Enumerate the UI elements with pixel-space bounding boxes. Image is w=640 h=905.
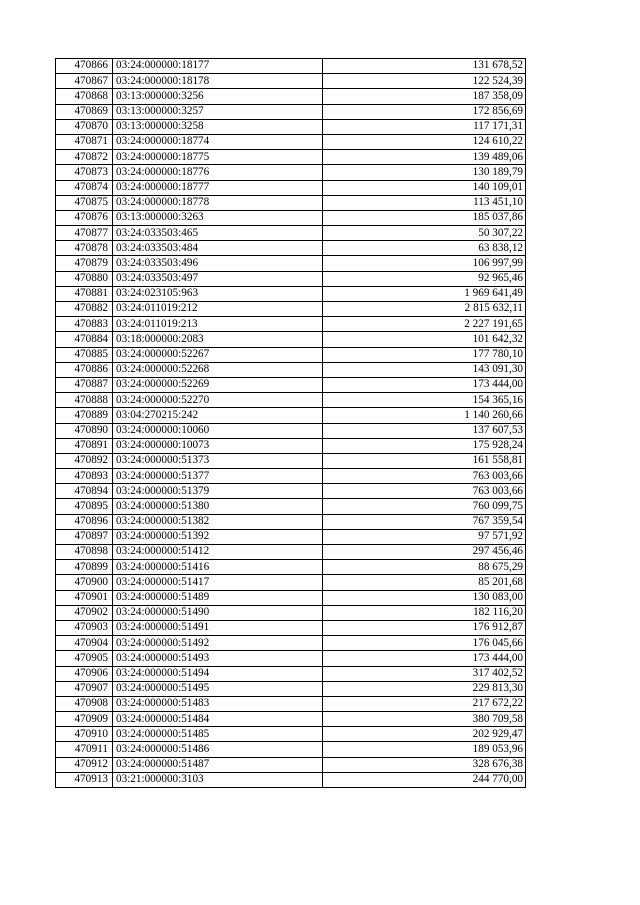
cadastral-number-cell: 03:24:000000:10060 [113,423,323,438]
cadastral-value-cell: 2 227 191,65 [323,317,526,332]
cadastral-value-cell: 202 929,47 [323,727,526,742]
table-row [56,681,526,696]
cadastral-number-cell: 03:24:000000:18777 [113,180,323,195]
cadastral-value-cell: 176 045,66 [323,636,526,651]
cadastral-number-cell: 03:13:000000:3258 [113,119,323,134]
table-row [56,347,526,362]
cadastral-value-cell: 172 856,69 [323,104,526,119]
table-row [56,696,526,711]
cadastral-number-cell: 03:24:000000:10073 [113,438,323,453]
table-row [56,362,526,377]
table-row [56,453,526,468]
row-number-cell: 470910 [56,727,113,742]
cadastral-value-cell: 763 003,66 [323,484,526,499]
cadastral-number-cell: 03:24:000000:51491 [113,620,323,635]
cadastral-number-cell: 03:24:000000:51392 [113,529,323,544]
row-number-cell: 470876 [56,210,113,225]
cadastral-value-cell: 380 709,58 [323,712,526,727]
table-row [56,119,526,134]
cadastral-number-cell: 03:13:000000:3256 [113,89,323,104]
table-row [56,575,526,590]
cadastral-number-cell: 03:24:033503:497 [113,271,323,286]
table-row [56,499,526,514]
cadastral-value-cell: 317 402,52 [323,666,526,681]
cadastral-number-cell: 03:24:000000:51486 [113,742,323,757]
row-number-cell: 470891 [56,438,113,453]
cadastral-number-cell: 03:24:000000:51483 [113,696,323,711]
cadastral-number-cell: 03:24:000000:51485 [113,727,323,742]
row-number-cell: 470884 [56,332,113,347]
cadastral-value-cell: 767 359,54 [323,514,526,529]
cadastral-number-cell: 03:24:000000:18778 [113,195,323,210]
table-row [56,590,526,605]
cadastral-value-cell: 137 607,53 [323,423,526,438]
table-row [56,712,526,727]
row-number-cell: 470901 [56,590,113,605]
cadastral-value-cell: 50 307,22 [323,226,526,241]
row-number-cell: 470868 [56,89,113,104]
cadastral-value-cell: 154 365,16 [323,393,526,408]
cadastral-value-cell: 1 140 260,66 [323,408,526,423]
row-number-cell: 470873 [56,165,113,180]
cadastral-value-cell: 92 965,46 [323,271,526,286]
cadastral-value-cell: 113 451,10 [323,195,526,210]
table-row [56,469,526,484]
table-row [56,636,526,651]
cadastral-value-cell: 101 642,32 [323,332,526,347]
row-number-cell: 470904 [56,636,113,651]
row-number-cell: 470895 [56,499,113,514]
cadastral-number-cell: 03:13:000000:3257 [113,104,323,119]
table-row [56,210,526,225]
row-number-cell: 470869 [56,104,113,119]
row-number-cell: 470902 [56,605,113,620]
row-number-cell: 470888 [56,393,113,408]
cadastral-value-cell: 182 116,20 [323,605,526,620]
cadastral-value-cell: 85 201,68 [323,575,526,590]
table-row [56,742,526,757]
row-number-cell: 470913 [56,772,113,787]
row-number-cell: 470878 [56,241,113,256]
row-number-cell: 470889 [56,408,113,423]
cadastral-value-cell: 189 053,96 [323,742,526,757]
cadastral-value-cell: 161 558,81 [323,453,526,468]
table-row [56,757,526,772]
cadastral-number-cell: 03:24:000000:51379 [113,484,323,499]
cadastral-number-cell: 03:18:000000:2083 [113,332,323,347]
row-number-cell: 470894 [56,484,113,499]
table-row [56,772,526,787]
row-number-cell: 470874 [56,180,113,195]
cadastral-value-cell: 217 672,22 [323,696,526,711]
cadastral-value-cell: 173 444,00 [323,377,526,392]
cadastral-number-cell: 03:24:000000:51490 [113,605,323,620]
cadastral-value-cell: 106 997,99 [323,256,526,271]
cadastral-number-cell: 03:24:000000:51495 [113,681,323,696]
cadastral-value-cell: 244 770,00 [323,772,526,787]
table-row [56,74,526,89]
cadastral-value-cell: 187 358,09 [323,89,526,104]
cadastral-value-cell: 122 524,39 [323,74,526,89]
cadastral-number-cell: 03:24:000000:52267 [113,347,323,362]
table-row [56,545,526,560]
table-row [56,302,526,317]
cadastral-number-cell: 03:24:000000:51377 [113,469,323,484]
table-row [56,514,526,529]
cadastral-value-cell: 124 610,22 [323,134,526,149]
row-number-cell: 470909 [56,712,113,727]
cadastral-number-cell: 03:24:011019:212 [113,302,323,317]
row-number-cell: 470903 [56,620,113,635]
cadastral-value-table [55,58,526,788]
row-number-cell: 470882 [56,302,113,317]
cadastral-value-cell: 760 099,75 [323,499,526,514]
row-number-cell: 470885 [56,347,113,362]
table-row [56,165,526,180]
table-row [56,286,526,301]
table-row [56,529,526,544]
cadastral-value-cell: 177 780,10 [323,347,526,362]
cadastral-number-cell: 03:24:000000:51489 [113,590,323,605]
table-row [56,605,526,620]
cadastral-value-cell: 185 037,86 [323,210,526,225]
table-row [56,150,526,165]
cadastral-number-cell: 03:24:000000:52270 [113,393,323,408]
table-row [56,332,526,347]
cadastral-value-cell: 143 091,30 [323,362,526,377]
cadastral-number-cell: 03:24:000000:51380 [113,499,323,514]
cadastral-value-cell: 139 489,06 [323,150,526,165]
cadastral-number-cell: 03:24:023105:963 [113,286,323,301]
row-number-cell: 470872 [56,150,113,165]
row-number-cell: 470899 [56,560,113,575]
table-row [56,180,526,195]
table-row [56,484,526,499]
table-row [56,271,526,286]
cadastral-number-cell: 03:24:000000:51493 [113,651,323,666]
cadastral-value-cell: 763 003,66 [323,469,526,484]
cadastral-number-cell: 03:24:000000:18775 [113,150,323,165]
cadastral-number-cell: 03:24:033503:465 [113,226,323,241]
cadastral-value-cell: 88 675,29 [323,560,526,575]
table-row [56,377,526,392]
cadastral-number-cell: 03:24:000000:51416 [113,560,323,575]
cadastral-number-cell: 03:21:000000:3103 [113,772,323,787]
row-number-cell: 470870 [56,119,113,134]
cadastral-number-cell: 03:24:000000:51382 [113,514,323,529]
row-number-cell: 470887 [56,377,113,392]
cadastral-number-cell: 03:04:270215:242 [113,408,323,423]
row-number-cell: 470908 [56,696,113,711]
row-number-cell: 470875 [56,195,113,210]
table-row [56,393,526,408]
cadastral-value-cell: 97 571,92 [323,529,526,544]
row-number-cell: 470907 [56,681,113,696]
cadastral-number-cell: 03:24:033503:484 [113,241,323,256]
cadastral-value-cell: 63 838,12 [323,241,526,256]
cadastral-number-cell: 03:24:000000:51373 [113,453,323,468]
row-number-cell: 470880 [56,271,113,286]
table-row [56,241,526,256]
cadastral-number-cell: 03:24:000000:52268 [113,362,323,377]
cadastral-value-cell: 130 083,00 [323,590,526,605]
row-number-cell: 470867 [56,74,113,89]
table-row [56,423,526,438]
cadastral-value-cell: 2 815 632,11 [323,302,526,317]
row-number-cell: 470890 [56,423,113,438]
table-row [56,620,526,635]
table-row [56,195,526,210]
table-row [56,104,526,119]
table-row [56,408,526,423]
cadastral-number-cell: 03:24:000000:18178 [113,74,323,89]
row-number-cell: 470892 [56,453,113,468]
row-number-cell: 470911 [56,742,113,757]
row-number-cell: 470900 [56,575,113,590]
row-number-cell: 470896 [56,514,113,529]
row-number-cell: 470881 [56,286,113,301]
cadastral-number-cell: 03:24:000000:52269 [113,377,323,392]
cadastral-number-cell: 03:13:000000:3263 [113,210,323,225]
table-row [56,651,526,666]
row-number-cell: 470883 [56,317,113,332]
table-row [56,134,526,149]
cadastral-value-cell: 117 171,31 [323,119,526,134]
row-number-cell: 470886 [56,362,113,377]
cadastral-number-cell: 03:24:011019:213 [113,317,323,332]
cadastral-value-cell: 140 109,01 [323,180,526,195]
cadastral-number-cell: 03:24:000000:18774 [113,134,323,149]
row-number-cell: 470898 [56,545,113,560]
cadastral-value-cell: 173 444,00 [323,651,526,666]
cadastral-number-cell: 03:24:000000:51417 [113,575,323,590]
table-row [56,666,526,681]
cadastral-number-cell: 03:24:000000:18177 [113,59,323,74]
table-row [56,317,526,332]
cadastral-number-cell: 03:24:000000:18776 [113,165,323,180]
cadastral-number-cell: 03:24:000000:51492 [113,636,323,651]
row-number-cell: 470897 [56,529,113,544]
row-number-cell: 470871 [56,134,113,149]
row-number-cell: 470877 [56,226,113,241]
cadastral-value-cell: 130 189,79 [323,165,526,180]
table-row [56,226,526,241]
row-number-cell: 470906 [56,666,113,681]
table-body [56,59,526,788]
table-row [56,727,526,742]
cadastral-number-cell: 03:24:000000:51494 [113,666,323,681]
cadastral-number-cell: 03:24:000000:51484 [113,712,323,727]
cadastral-number-cell: 03:24:000000:51412 [113,545,323,560]
row-number-cell: 470893 [56,469,113,484]
cadastral-value-cell: 175 928,24 [323,438,526,453]
table-row [56,256,526,271]
row-number-cell: 470879 [56,256,113,271]
cadastral-number-cell: 03:24:033503:496 [113,256,323,271]
row-number-cell: 470866 [56,59,113,74]
cadastral-number-cell: 03:24:000000:51487 [113,757,323,772]
table-row [56,89,526,104]
row-number-cell: 470912 [56,757,113,772]
table-row [56,59,526,74]
table-row [56,438,526,453]
table-row [56,560,526,575]
cadastral-value-cell: 229 813,30 [323,681,526,696]
cadastral-value-cell: 297 456,46 [323,545,526,560]
cadastral-value-cell: 1 969 641,49 [323,286,526,301]
cadastral-value-cell: 131 678,52 [323,59,526,74]
cadastral-value-cell: 328 676,38 [323,757,526,772]
row-number-cell: 470905 [56,651,113,666]
cadastral-value-cell: 176 912,87 [323,620,526,635]
